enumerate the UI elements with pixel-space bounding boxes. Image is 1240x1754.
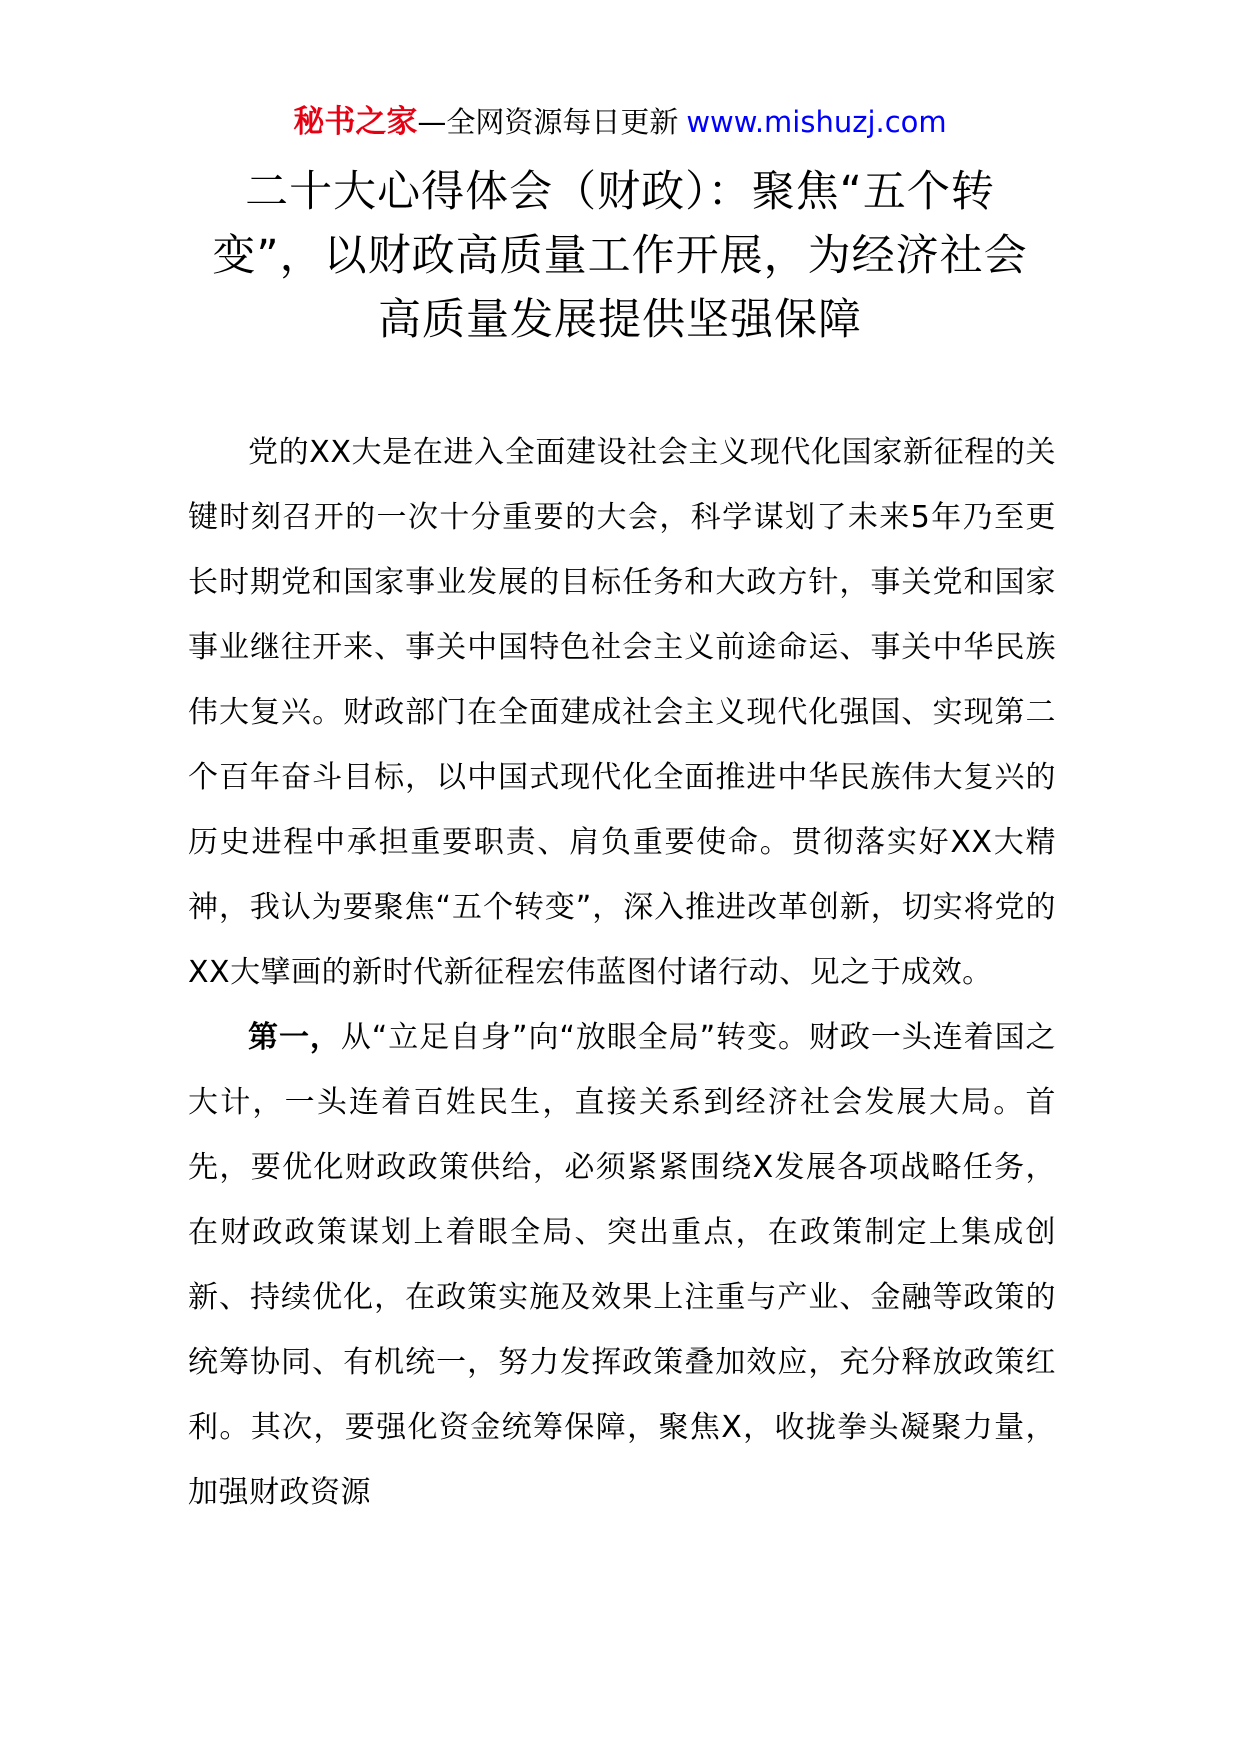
document-body [188, 420, 1056, 1525]
document-title: 二十大心得体会（财政）：聚焦“五个转变”，以财政高质量工作开展，为经济社会高质量发展提供坚强保障 [212, 167, 1028, 345]
site-url-link[interactable]: www.mishuzj.com [686, 105, 947, 139]
paragraph-intro [188, 420, 1056, 1005]
brand-name: 秘书之家 [293, 104, 418, 140]
paragraph-lead: 第一， [248, 1020, 341, 1055]
site-slogan: —全网资源每日更新 [417, 105, 679, 139]
paragraph-text: 党的XX大是在进入全面建设社会主义现代化国家新征程的关键时刻召开的一次十分重要的大会，科学谋划了未来5年乃至更长时期党和国家事业发展的目标任务和大政方针，事关党和国家事业继往开来、事关中国特色社会主义前途命运、事关中华民族伟大复兴。财政部门在全面建成社会主义现代化强国、实现第二个百年奋斗目标，以中国式现代化全面推进中华民族伟大复兴的历史进程中承担重要职责、肩负重要使命。贯彻落实好XX大精神，我认为要聚焦“五个转变”，深入推进改革创新，切实将党的XX大擘画的新时代新征程宏伟蓝图付诸行动、见之于成效。 [188, 435, 1056, 990]
paragraph-first-point [188, 1005, 1056, 1525]
site-header [0, 100, 1240, 144]
paragraph-text: 从“立足自身”向“放眼全局”转变。财政一头连着国之大计，一头连着百姓民生，直接关系到经济社会发展大局。首先，要优化财政政策供给，必须紧紧围绕X发展各项战略任务，在财政政策谋划上着眼全局、突出重点，在政策制定上集成创新、持续优化，在政策实施及效果上注重与产业、金融等政策的统筹协同、有机统一，努力发挥政策叠加效应，充分释放政策红利。其次，要强化资金统筹保障，聚焦X，收拢拳头凝聚力量，加强财政资源 [188, 1020, 1057, 1510]
